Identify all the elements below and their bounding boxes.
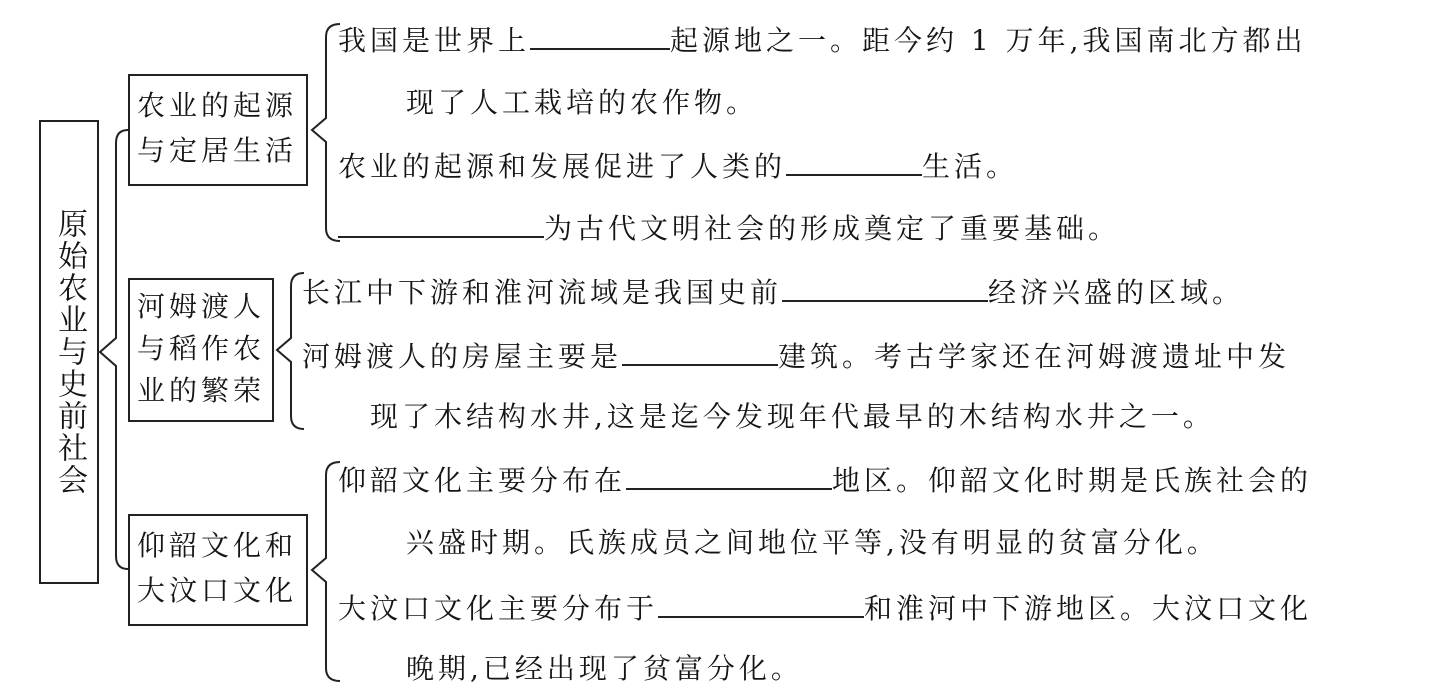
topic-1-bracket: [312, 24, 340, 241]
answer-blank[interactable]: [626, 462, 832, 490]
item-continuation: 晚期,已经出现了贫富分化。: [406, 652, 803, 685]
topic-title-line: 农业的起源: [137, 89, 298, 122]
item-continuation: 现了木结构水井,这是迄今发现年代最早的木结构水井之一。: [370, 400, 1215, 433]
topic-title-line: 与稻作农: [137, 332, 266, 365]
answer-blank[interactable]: [530, 22, 670, 50]
answer-blank[interactable]: [622, 338, 778, 366]
item-continuation: 兴盛时期。氏族成员之间地位平等,没有明显的贫富分化。: [406, 526, 1219, 559]
answer-blank[interactable]: [782, 274, 988, 302]
topic-yangshao-dawenkou: [128, 514, 308, 626]
fill-in-item: 仰韶文化主要分布在 地区。仰韶文化时期是氏族社会的: [338, 464, 1313, 497]
fill-in-item: 长江中下游和淮河流域是我国史前 经济兴盛的区域。: [302, 276, 1245, 309]
fill-in-item: 农业的起源和发展促进了人类的 生活。: [338, 150, 1019, 183]
fill-in-item: 为古代文明社会的形成奠定了重要基础。: [338, 210, 1120, 246]
answer-blank[interactable]: [338, 210, 544, 238]
topic-3-bracket: [312, 462, 340, 681]
answer-blank[interactable]: [658, 590, 864, 618]
fill-in-item: 我国是世界上 起源地之一。距今约 1 万年,我国南北方都出: [338, 24, 1307, 57]
topic-2-bracket: [277, 273, 304, 429]
topic-title-line: 仰韶文化和: [137, 529, 298, 562]
topic-title-line: 大汶口文化: [137, 573, 298, 607]
answer-blank[interactable]: [786, 148, 922, 176]
topic-title-line: 与定居生活: [137, 133, 298, 167]
topic-title-line: 河姆渡人: [137, 290, 266, 323]
root-node: [39, 120, 99, 584]
main-bracket: [100, 130, 128, 569]
topic-origin-of-agriculture: [128, 74, 308, 186]
fill-in-item: 大汶口文化主要分布于 和淮河中下游地区。大汶口文化: [338, 592, 1313, 625]
topic-title-line: 业的繁荣: [137, 374, 266, 407]
root-title: 原始农业与史前社会: [52, 208, 87, 496]
fill-in-item: 河姆渡人的房屋主要是 建筑。考古学家还在河姆渡遗址中发: [302, 340, 1291, 373]
topic-hemudu: [128, 278, 274, 422]
item-continuation: 现了人工栽培的农作物。: [406, 86, 759, 119]
